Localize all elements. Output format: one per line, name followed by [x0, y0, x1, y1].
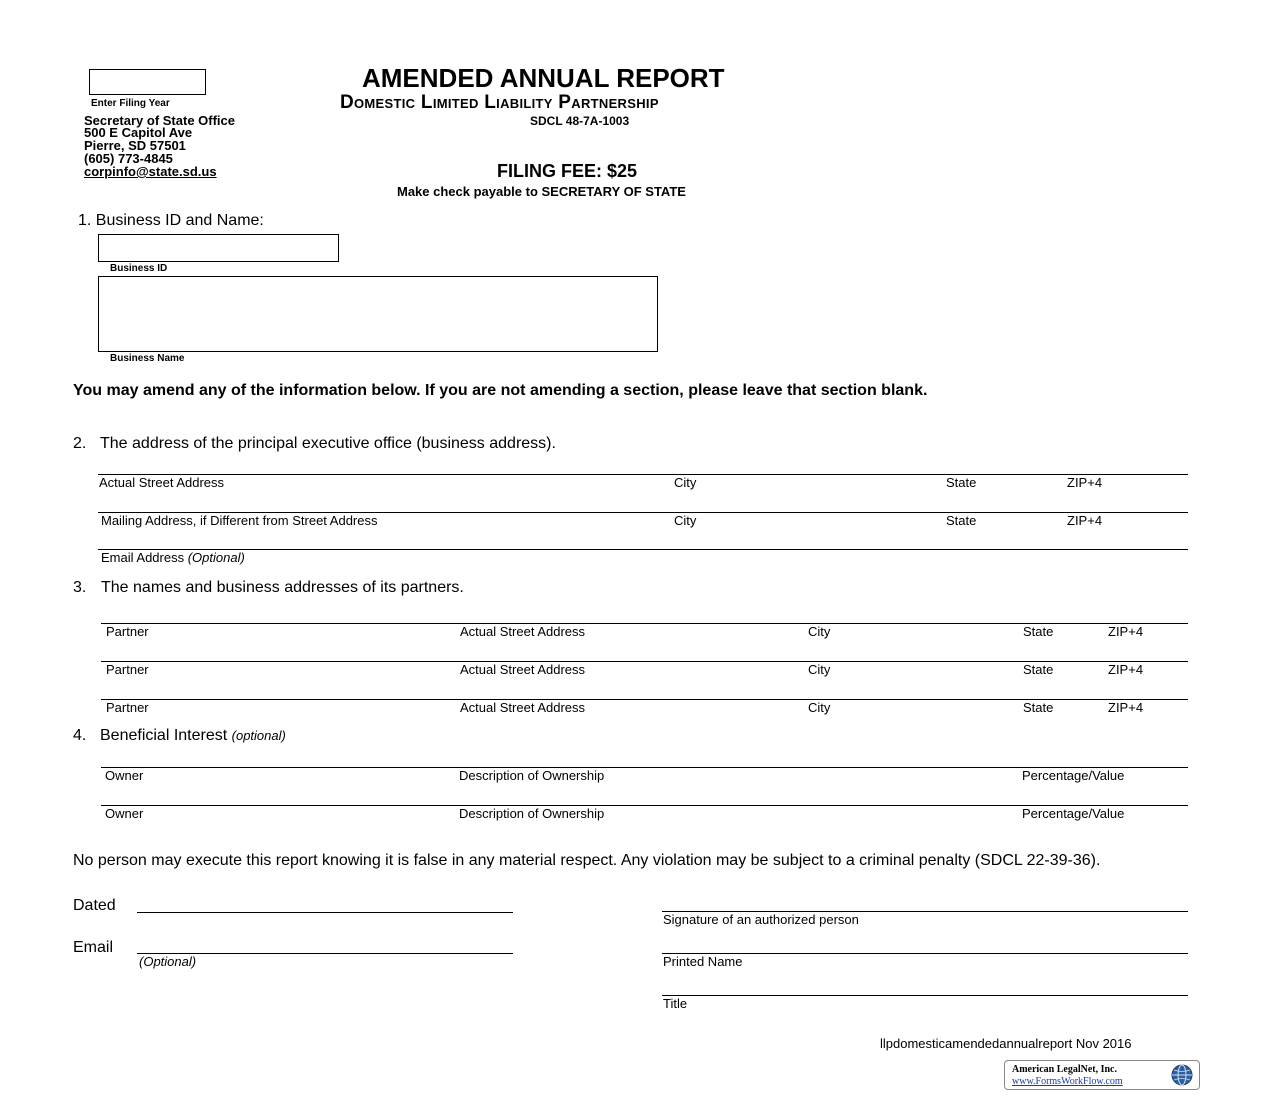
signature-email-optional: (Optional)	[139, 954, 197, 969]
section3-heading: The names and business addresses of its partners.	[101, 579, 464, 596]
statute-reference: SDCL 48-7A-1003	[530, 114, 630, 128]
percentage-value-label: Percentage/Value	[1022, 806, 1125, 821]
owner-label: Owner	[105, 806, 144, 821]
globe-icon	[1169, 1063, 1195, 1087]
partner-street-label: Actual Street Address	[460, 624, 586, 639]
partner-city-label: City	[808, 700, 831, 715]
city-label: City	[674, 475, 697, 490]
partner-label: Partner	[106, 700, 149, 715]
attestation-text: No person may execute this report knowing it is false in any material respect. Any violation may be subject to a criminal penalty (SDCL 22-39-36).	[73, 852, 1101, 869]
office-name: Secretary of State Office	[84, 113, 236, 128]
section2-number: 2.	[73, 435, 87, 452]
partner-label: Partner	[106, 662, 149, 677]
section3-number: 3.	[73, 579, 87, 596]
legalnet-badge[interactable]	[1004, 1060, 1200, 1090]
brand-name: American LegalNet, Inc.	[1012, 1064, 1117, 1075]
office-email-link[interactable]: corpinfo@state.sd.us	[84, 164, 217, 179]
partner-label: Partner	[106, 624, 149, 639]
business-id-label: Business ID	[110, 263, 168, 274]
form-identifier: llpdomesticamendedannualreport Nov 2016	[880, 1036, 1132, 1051]
partner-state-label: State	[1023, 662, 1054, 677]
business-name-input[interactable]	[98, 276, 658, 352]
amend-notice: You may amend any of the information below. If you are not amending a section, please leave that section blank.	[73, 382, 928, 399]
section4-optional-note: (optional)	[231, 728, 286, 743]
ownership-description-label: Description of Ownership	[459, 768, 605, 783]
state-label: State	[946, 475, 977, 490]
partner-zip-label: ZIP+4	[1108, 662, 1144, 677]
partner-city-label: City	[808, 624, 831, 639]
mailing-state-label: State	[946, 513, 977, 528]
dated-label: Dated	[73, 897, 116, 914]
office-street: 500 E Capitol Ave	[84, 125, 193, 140]
title-label: Title	[663, 996, 688, 1011]
form-title: AMENDED ANNUAL REPORT	[362, 63, 725, 93]
section4-number: 4.	[73, 727, 87, 744]
section4-heading-text: Beneficial Interest	[100, 727, 228, 744]
ownership-description-label: Description of Ownership	[459, 806, 605, 821]
title-line[interactable]	[662, 995, 1188, 996]
street-address-label: Actual Street Address	[99, 475, 225, 490]
partner-zip-label: ZIP+4	[1108, 624, 1144, 639]
dated-line[interactable]	[137, 912, 513, 913]
email-address-text: Email Address	[101, 550, 185, 565]
partner-street-label: Actual Street Address	[460, 700, 586, 715]
check-payable-note: Make check payable to SECRETARY OF STATE	[397, 184, 686, 199]
zip-label: ZIP+4	[1067, 475, 1103, 490]
filing-fee: FILING FEE: $25	[497, 161, 638, 181]
email-optional-note: (Optional)	[187, 550, 245, 565]
signature-label: Signature of an authorized person	[663, 912, 859, 927]
filing-year-label: Enter Filing Year	[91, 98, 170, 109]
mailing-address-label: Mailing Address, if Different from Street Address	[101, 513, 378, 528]
partner-street-label: Actual Street Address	[460, 662, 586, 677]
owner-label: Owner	[105, 768, 144, 783]
email-address-label	[101, 550, 245, 565]
filing-year-input[interactable]	[89, 69, 206, 95]
section2-heading: The address of the principal executive office (business address).	[100, 435, 556, 452]
partner-state-label: State	[1023, 700, 1054, 715]
business-name-label: Business Name	[110, 353, 185, 364]
percentage-value-label: Percentage/Value	[1022, 768, 1125, 783]
printed-name-label: Printed Name	[663, 954, 743, 969]
partner-zip-label: ZIP+4	[1108, 700, 1144, 715]
office-phone: (605) 773-4845	[84, 151, 173, 166]
signature-email-label: Email	[73, 939, 114, 956]
mailing-zip-label: ZIP+4	[1067, 513, 1103, 528]
mailing-city-label: City	[674, 513, 697, 528]
partner-state-label: State	[1023, 624, 1054, 639]
business-address-line[interactable]	[98, 474, 1188, 475]
business-id-input[interactable]	[98, 234, 339, 262]
brand-url[interactable]: www.FormsWorkFlow.com	[1012, 1076, 1123, 1087]
email-address-line[interactable]	[98, 549, 1188, 550]
section1-heading: 1. Business ID and Name:	[78, 212, 264, 229]
partner-city-label: City	[808, 662, 831, 677]
office-city: Pierre, SD 57501	[84, 138, 186, 153]
form-subtitle: Domestic Limited Liability Partnership	[340, 92, 659, 113]
section4-heading	[100, 727, 286, 745]
